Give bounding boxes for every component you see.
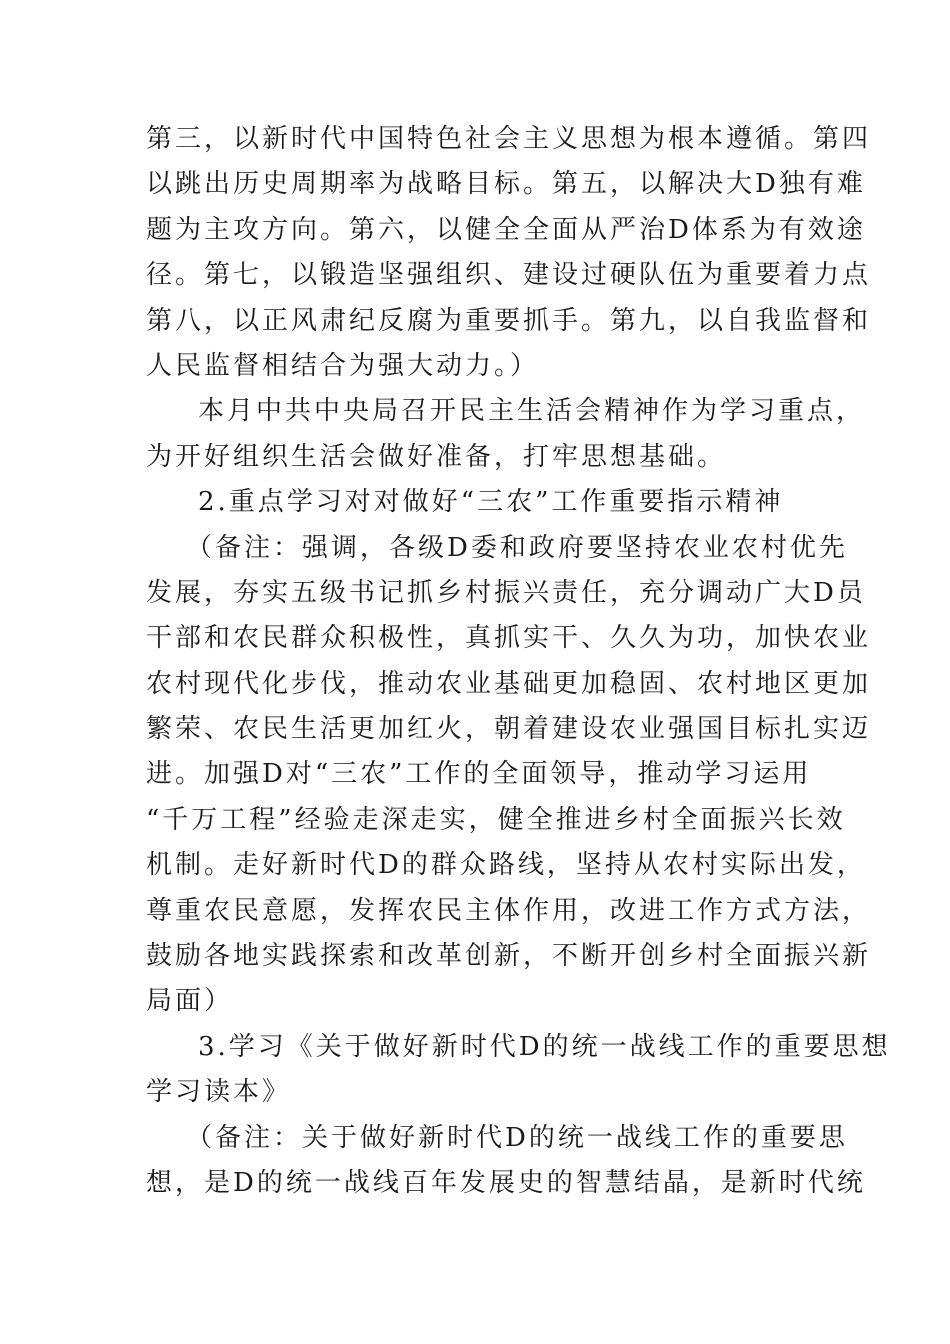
text-line: 繁荣、农民生活更加红火，朝着建设农业强国目标扎实迈 bbox=[146, 714, 872, 745]
text-line: 干部和农民群众积极性，真抓实干、久久为功，加快农业 bbox=[146, 623, 872, 654]
text-line: 人民监督相结合为强大动力。） bbox=[146, 350, 540, 381]
text-line: 题为主攻方向。第六，以健全全面从严治D体系为有效途 bbox=[146, 214, 866, 245]
text-line: 为开好组织生活会做好准备，打牢思想基础。 bbox=[146, 441, 727, 472]
text-line: 尊重农民意愿，发挥农民主体作用，改进工作方式方法， bbox=[146, 895, 872, 926]
text-line: 学习读本》 bbox=[146, 1077, 292, 1108]
text-line: 农村现代化步伐，推动农业基础更加稳固、农村地区更加 bbox=[146, 668, 872, 699]
text-line: 局面） bbox=[146, 986, 234, 1017]
text-line: 机制。走好新时代D的群众路线，坚持从农村实际出发， bbox=[146, 850, 866, 881]
text-line: “千万工程”经验走深走实，健全推进乡村全面振兴长效 bbox=[146, 804, 846, 835]
text-line: 进。加强D对“三农”工作的全面领导，推动学习运用 bbox=[146, 759, 812, 790]
paragraph-start: 本月中共中央局召开民主生活会精神作为学习重点， bbox=[198, 396, 866, 427]
text-line: 第三，以新时代中国特色社会主义思想为根本遵循。第四 bbox=[146, 124, 872, 154]
text-line: 发展，夯实五级书记抓乡村振兴责任，充分调动广大D员 bbox=[146, 577, 866, 608]
document-body bbox=[146, 117, 891, 1206]
text-line: 径。第七，以锻造坚强组织、建设过硬队伍为重要着力点 bbox=[146, 260, 872, 291]
section-heading-2: 2.重点学习对对做好“三农”工作重要指示精神 bbox=[198, 487, 784, 518]
note-start: （备注：关于做好新时代D的统一战线工作的重要思 bbox=[186, 1122, 848, 1153]
text-line: 以跳出历史周期率为战略目标。第五，以解决大D独有难 bbox=[146, 169, 866, 200]
text-line: 想，是D的统一战线百年发展史的智慧结晶，是新时代统 bbox=[146, 1167, 866, 1198]
section-heading-3: 3.学习《关于做好新时代D的统一战线工作的重要思想 bbox=[198, 1031, 891, 1062]
text-line: 鼓励各地实践探索和改革创新，不断开创乡村全面振兴新 bbox=[146, 941, 872, 972]
text-line: 第八，以正风肃纪反腐为重要抓手。第九，以自我监督和 bbox=[146, 305, 872, 336]
note-start: （备注：强调，各级D委和政府要坚持农业农村优先 bbox=[186, 532, 848, 563]
